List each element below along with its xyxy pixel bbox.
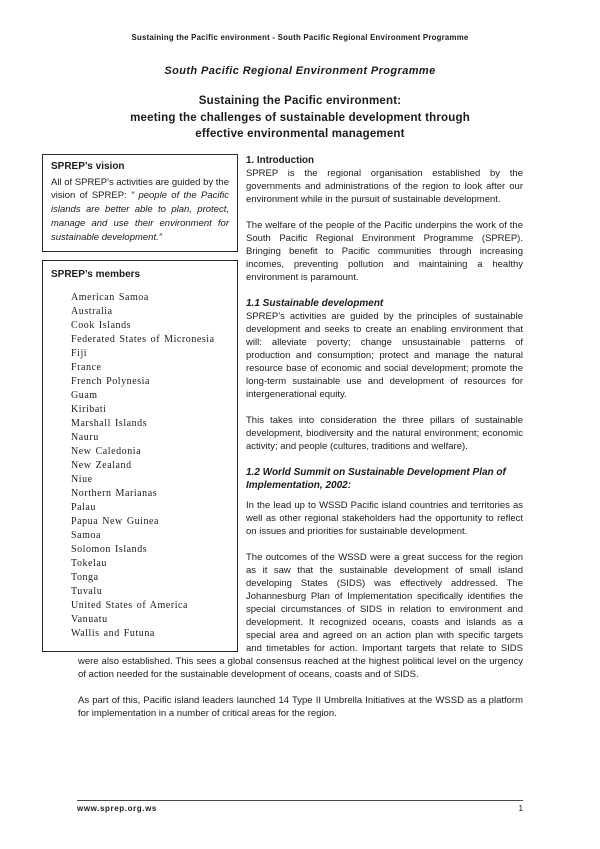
member-country: French Polynesia xyxy=(71,376,150,388)
document-title-line3: effective environmental management xyxy=(195,128,405,140)
section-heading-wssd-plan: 1.2 World Summit on Sustainable Development Plan of Implementation, 2002: xyxy=(246,466,506,491)
member-country: Solomon Islands xyxy=(71,544,148,556)
member-country: Tuvalu xyxy=(71,586,103,598)
page-footer xyxy=(77,800,523,813)
vision-text-quote: “ people of the Pacific islands are better able to plan, protect, manage and use their environment for sustainable development.” xyxy=(51,190,230,243)
vision-text-normal: All of SPREP’s activities are guided by the vision of SPREP: xyxy=(51,176,229,202)
member-country: Fiji xyxy=(71,348,88,360)
member-country: Northern Marianas xyxy=(71,488,158,500)
member-country: Nauru xyxy=(71,432,99,444)
document-title xyxy=(0,93,600,143)
section-heading-sustainable-development: 1.1 Sustainable development xyxy=(246,297,384,309)
member-country: France xyxy=(71,362,102,374)
footer-url: www.sprep.org.ws xyxy=(77,804,157,813)
members-list xyxy=(51,291,229,641)
document-title-line1: Sustaining the Pacific environment: xyxy=(198,95,402,107)
vision-heading: SPREP’s vision xyxy=(51,160,125,172)
vision-text xyxy=(51,176,229,245)
member-country: Australia xyxy=(71,306,113,318)
member-country: Marshall Islands xyxy=(71,418,148,430)
intro-paragraph-1: SPREP is the regional organisation established by the governments and administrations of the region to look after our environment while in the pursuit of sustainable development. xyxy=(246,167,523,205)
member-country: Cook Islands xyxy=(71,320,132,332)
intro-paragraph-2: The welfare of the people of the Pacific underpins the work of the South Pacific Regional Environment Programme (SPREP). Bringing benefit to Pacific communities through increasing incomes, preventing pollution and maintaining a healthy environment is paramount. xyxy=(246,219,523,283)
member-country: Palau xyxy=(71,502,96,514)
member-country: Samoa xyxy=(71,530,101,542)
member-country: American Samoa xyxy=(71,292,149,304)
member-country: Guam xyxy=(71,390,98,402)
member-country: Wallis and Futuna xyxy=(71,628,155,640)
page-content xyxy=(51,154,523,720)
section11-paragraph-1: SPREP’s activities are guided by the principles of sustainable development and seeks to create an enabling environment that will: alleviate poverty; change unsustainable patterns of production and consumption; protect and manage the natural resource base of economic and social development; promote the long-term sustainable use and development of resources for intergenerational equity. xyxy=(246,310,523,400)
section12-paragraph-2: The outcomes of the WSSD were a great success for the region as it saw that the sustainable development of small island developing States (SIDS) was effectively addressed. The Johannesburg Plan of Implementation specifically identifies the special circumstances of SIDS in relation to environment and development. It recognized oceans, coasts and islands as a special area and agreed on an action plan with specific targets and timetables for action. Important targets that relate to SIDS were also established. This sees a global consensus reached at the highest political level on the urgency of action needed for the sustainable development of oceans, coasts and of SIDS. xyxy=(78,551,523,680)
member-country: Tokelau xyxy=(71,558,107,570)
member-country: New Caledonia xyxy=(71,446,142,458)
organisation-title: South Pacific Regional Environment Programme xyxy=(164,65,436,77)
member-country: Papua New Guinea xyxy=(71,516,159,528)
member-country: Federated States of Micronesia xyxy=(71,334,215,346)
member-country: Vanuatu xyxy=(71,614,108,626)
member-country: New Zealand xyxy=(71,460,132,472)
section12-paragraph-3: As part of this, Pacific island leaders launched 14 Type II Umbrella Initiatives at the WSSD as a platform for implementation in a number of critical areas for the region. xyxy=(78,694,523,719)
section-heading-introduction: 1. Introduction xyxy=(246,154,315,166)
footer-page-number: 1 xyxy=(518,804,523,813)
member-country: Niue xyxy=(71,474,93,486)
member-country: Tonga xyxy=(71,572,99,584)
section11-paragraph-2: This takes into consideration the three pillars of sustainable development, biodiversity and the natural environment; economic activity; and people (cultures, traditions and welfare). xyxy=(246,414,523,452)
section12-paragraph-1: In the lead up to WSSD Pacific island countries and territories as well as other regional stakeholders had the opportunity to reflect on issues and priorities for sustainable development. xyxy=(246,499,523,537)
sidebar xyxy=(42,154,238,653)
members-box xyxy=(42,260,238,652)
vision-box xyxy=(42,154,238,253)
member-country: Kiribati xyxy=(71,404,107,416)
running-header: Sustaining the Pacific environment - South Pacific Regional Environment Programme xyxy=(131,33,469,42)
member-country: United States of America xyxy=(71,600,189,612)
members-heading: SPREP’s members xyxy=(51,269,141,281)
document-title-line2: meeting the challenges of sustainable development through xyxy=(130,111,470,124)
